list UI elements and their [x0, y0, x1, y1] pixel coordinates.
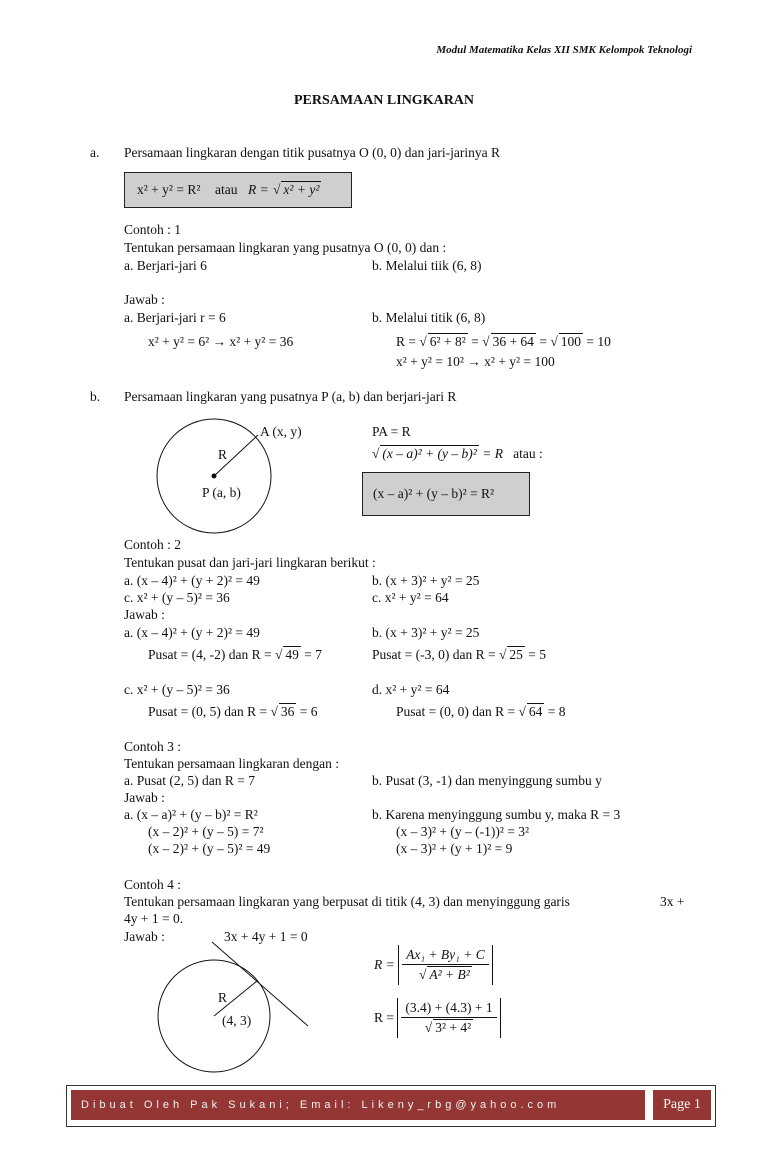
- c2-answer-a: a. (x – 4)² + (y + 2)² = 49: [124, 625, 260, 640]
- section-a-text: Persamaan lingkaran dengan titik pusatnya O (0, 0) dan jari-jarinya R: [124, 145, 501, 160]
- c4-f2-denominator: 3² + 4²: [435, 1020, 472, 1035]
- c1-answer-b2: R = √ 6² + 8² = √ 36 + 64 = √ 100 = 10: [396, 334, 611, 349]
- c4-f2-lhs: R =: [374, 1010, 394, 1025]
- c3-question-a: a. Pusat (2, 5) dan R = 7: [124, 773, 255, 788]
- distance-formula: √ (x – a)² + (y – b)² = R atau :: [372, 446, 543, 461]
- c1-b2-eq2: =: [539, 334, 547, 349]
- c2-question-a: a. (x – 4)² + (y + 2)² = 49: [124, 573, 260, 588]
- c1-b2-rad3: 100: [560, 334, 581, 349]
- c2-prompt: Tentukan pusat dan jari-jari lingkaran berikut :: [124, 555, 376, 570]
- c3-answer-a3: (x – 2)² + (y – 5)² = 49: [148, 841, 271, 856]
- c3-answer-b3: (x – 3)² + (y + 1)² = 9: [396, 841, 513, 856]
- c4-f1-fraction: [402, 947, 489, 983]
- c2-answer-a-pusat: Pusat = (4, -2) dan R = √ 49 = 7: [148, 647, 323, 662]
- c1-question-b: b. Melalui tiik (6, 8): [372, 258, 482, 273]
- c3-answer-b2: (x – 3)² + (y – (-1))² = 3²: [396, 824, 530, 839]
- c4-f2-numerator: (3.4) + (4.3) + 1: [401, 1000, 496, 1018]
- c4-f1-lhs: R =: [374, 957, 395, 972]
- c3-answer-a1: a. (x – a)² + (y – b)² = R²: [124, 807, 258, 822]
- c1-answer-b3: x² + y² = 10² → x² + y² = 100: [396, 354, 555, 369]
- c2-question-b: b. (x + 3)² + y² = 25: [372, 573, 480, 588]
- c3-jawab: Jawab :: [124, 790, 165, 805]
- c4-f2-denominator-wrap: √ 3² + 4²: [424, 1020, 472, 1035]
- formula-a-root: √ x² + y²: [273, 182, 320, 197]
- c2-answer-d-pusat: Pusat = (0, 0) dan R = √ 64 = 8: [396, 704, 566, 719]
- c4-prompt-line1-end: 3x +: [660, 894, 685, 909]
- c1-b2-end: = 10: [586, 334, 611, 349]
- c2-answer-c: c. x² + (y – 5)² = 36: [124, 682, 230, 697]
- c2-d-pusat-text: Pusat = (0, 0) dan R =: [396, 704, 516, 719]
- circle-diagram-c4: [150, 936, 320, 1086]
- page-title: PERSAMAAN LINGKARAN: [293, 93, 475, 108]
- c1-b2-rad1: 6² + 8²: [429, 334, 466, 349]
- formula-b-text: (x – a)² + (y – b)² = R²: [373, 486, 495, 501]
- c2-title: Contoh : 2: [124, 537, 182, 552]
- c4-f1-numerator: Ax₁ + By₁ + C: [402, 947, 489, 965]
- distance-atau: atau :: [513, 446, 543, 461]
- c1-answer-b1: b. Melalui titik (6, 8): [372, 310, 486, 325]
- c4-f1-denominator-wrap: √ A² + B²: [418, 967, 470, 982]
- c1-answer-a1: a. Berjari-jari r = 6: [124, 310, 226, 325]
- c4-f2-fraction: [401, 1000, 496, 1036]
- c3-prompt: Tentukan persamaan lingkaran dengan :: [124, 756, 339, 771]
- c4-formula-general: [374, 945, 493, 985]
- c4-label-radius: R: [218, 990, 228, 1005]
- formula-a-atau: atau: [215, 182, 238, 197]
- c2-answer-c-pusat: Pusat = (0, 5) dan R = √ 36 = 6: [148, 704, 318, 719]
- page-footer: [66, 1085, 716, 1127]
- c4-label-center: (4, 3): [222, 1013, 252, 1028]
- c2-answer-b: b. (x + 3)² + y² = 25: [372, 625, 480, 640]
- c1-b2-rad2: 36 + 64: [492, 334, 534, 349]
- c2-question-d: c. x² + y² = 64: [372, 590, 449, 605]
- distance-eq: = R: [482, 446, 503, 461]
- formula-a-radicand: x² + y²: [283, 182, 320, 197]
- c2-answer-d: d. x² + y² = 64: [372, 682, 450, 697]
- c1-jawab: Jawab :: [124, 292, 165, 307]
- c1-question-a: a. Berjari-jari 6: [124, 258, 207, 273]
- c3-answer-b1: b. Karena menyinggung sumbu y, maka R = 3: [372, 807, 621, 822]
- section-a-letter: a.: [90, 145, 100, 160]
- c3-title: Contoh 3 :: [124, 739, 182, 754]
- c1-answer-a2: x² + y² = 6² → x² + y² = 36: [148, 334, 294, 349]
- section-b-text: Persamaan lingkaran yang pusatnya P (a, b) dan berjari-jari R: [124, 389, 457, 404]
- c2-b-pusat-text: Pusat = (-3, 0) dan R =: [372, 647, 496, 662]
- c4-jawab: Jawab :: [124, 929, 165, 944]
- c2-c-radicand: 36: [280, 704, 295, 719]
- c1-b2-eq1: =: [471, 334, 479, 349]
- c1-b2-pre: R =: [396, 334, 416, 349]
- running-header: Modul Matematika Kelas XII SMK Kelompok Teknologi: [436, 44, 692, 56]
- c2-b-value: = 5: [528, 647, 547, 662]
- distance-radicand: (x – a)² + (y – b)²: [382, 446, 477, 461]
- center-point-b: [212, 474, 217, 479]
- c2-answer-b-pusat: Pusat = (-3, 0) dan R = √ 25 = 5: [372, 647, 547, 662]
- c2-b-radicand: 25: [509, 647, 523, 662]
- section-b-letter: b.: [90, 389, 101, 404]
- c2-a-value: = 7: [304, 647, 323, 662]
- formula-box-b: [362, 472, 530, 516]
- c3-question-b: b. Pusat (3, -1) dan menyinggung sumbu y: [372, 773, 602, 788]
- label-point-a: A (x, y): [260, 424, 302, 439]
- formula-a-left: x² + y² = R²: [137, 182, 201, 197]
- c4-line-label: 3x + 4y + 1 = 0: [224, 929, 308, 944]
- c4-formula-subst: [374, 998, 501, 1038]
- c4-title: Contoh 4 :: [124, 877, 182, 892]
- c4-f1-denominator: A² + B²: [429, 967, 470, 982]
- c2-question-c: c. x² + (y – 5)² = 36: [124, 590, 230, 605]
- c1-prompt: Tentukan persamaan lingkaran yang pusatnya O (0, 0) dan :: [124, 240, 447, 255]
- c4-prompt-line1: Tentukan persamaan lingkaran yang berpusat di titik (4, 3) dan menyinggung garis: [124, 894, 570, 909]
- label-radius-b: R: [218, 447, 228, 462]
- c2-a-pusat-text: Pusat = (4, -2) dan R =: [148, 647, 272, 662]
- c4-f1-abs: [398, 945, 493, 985]
- pa-equals-r: PA = R: [372, 424, 411, 439]
- c4-f2-abs: [397, 998, 500, 1038]
- formula-a-right-lhs: R =: [248, 182, 269, 197]
- formula-box-a: [124, 172, 352, 208]
- c4-prompt-line2: 4y + 1 = 0.: [124, 911, 184, 926]
- c2-a-radicand: 49: [285, 647, 299, 662]
- c2-d-radicand: 64: [528, 704, 543, 719]
- c3-answer-a2: (x – 2)² + (y – 5) = 7²: [148, 824, 264, 839]
- c2-c-pusat-text: Pusat = (0, 5) dan R =: [148, 704, 268, 719]
- c2-d-value: = 8: [547, 704, 566, 719]
- label-center-p: P (a, b): [202, 485, 241, 500]
- footer-author: Dibuat Oleh Pak Sukani; Email: Likeny_rbg@yahoo.com: [71, 1090, 645, 1120]
- c1-title: Contoh : 1: [124, 222, 182, 237]
- c2-jawab: Jawab :: [124, 607, 165, 622]
- c2-c-value: = 6: [299, 704, 318, 719]
- footer-page-number: Page 1: [653, 1090, 711, 1120]
